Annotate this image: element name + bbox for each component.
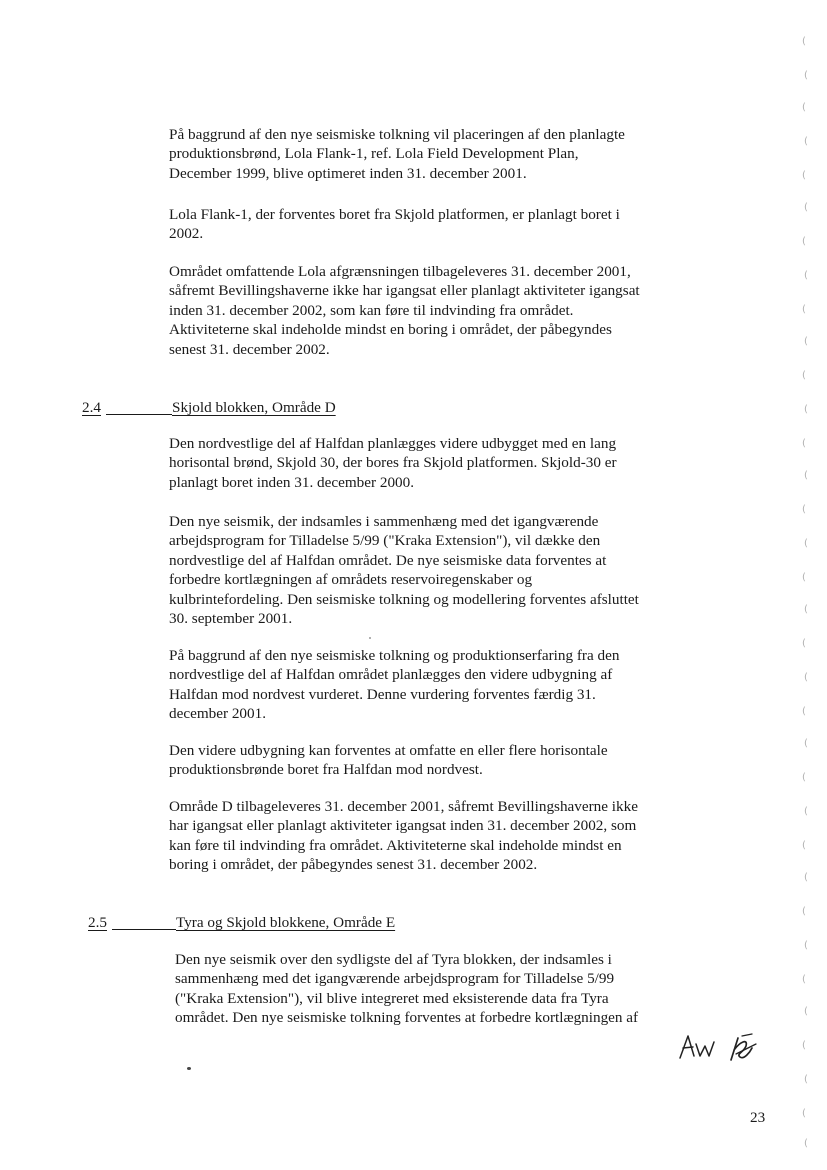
initials-signature-icon [676, 1030, 768, 1064]
section-2-4-title: Skjold blokken, Område D [172, 399, 336, 416]
section-2-4-heading-rule [106, 414, 172, 415]
handwritten-initials [676, 1030, 768, 1069]
intro-paragraph-3 [169, 262, 709, 359]
binding-margin-marks: ( ( ( ( ( ( ( ( ( ( ( ( ( ( ( ( ( ( ( ( ( ( ( ( ( ( ( ( ( ( ( ( ( ( [802, 36, 808, 1149]
text-line: horisontal brønd, Skjold 30, der bores fra Skjold platformen. Skjold-30 er [169, 454, 617, 472]
text-line: senest 31. december 2002. [169, 340, 330, 358]
section-2-4-paragraph-3 [169, 646, 709, 724]
text-line: har igangsat eller planlagt aktiviteter igangsat inden 31. december 2002, som [169, 817, 637, 835]
text-line: ("Kraka Extension"), vil blive integreret med eksisterende data fra Tyra [175, 989, 609, 1007]
text-line: planlagt boret inden 31. december 2000. [169, 473, 415, 491]
section-2-4-paragraph-2 [169, 512, 709, 628]
text-line: kan føre til indvinding fra området. Aktiviteterne skal indeholde mindst en [169, 836, 622, 854]
text-line: forbedre kortlægningen af områdets reservoiregenskaber og [169, 571, 533, 589]
text-line: Lola Flank-1, der forventes boret fra Skjold platformen, er planlagt boret i [169, 206, 620, 223]
text-line: boring i området, der påbegyndes senest 31. december 2002. [169, 856, 538, 874]
text-line: 30. september 2001. [169, 610, 293, 628]
scan-speck [187, 1067, 191, 1070]
section-2-5-title: Tyra og Skjold blokkene, Område E [176, 914, 396, 931]
text-line: December 1999, blive optimeret inden 31. december 2001. [169, 164, 527, 182]
intro-paragraph-1 [169, 125, 709, 183]
section-2-4-paragraph-1 [169, 434, 709, 492]
scan-speck [369, 637, 371, 639]
text-line: såfremt Bevillingshaverne ikke har igangsat eller planlagt aktiviteter igangsat [169, 282, 640, 300]
section-2-4-paragraph-4 [169, 741, 709, 780]
intro-paragraph-2 [169, 205, 709, 244]
text-line: Den nye seismik over den sydligste del af Tyra blokken, der indsamles i [175, 951, 612, 968]
text-line: På baggrund af den nye seismiske tolkning og produktionserfaring fra den [169, 647, 620, 664]
text-line: 2002. [169, 225, 204, 243]
section-2-4-paragraph-5 [169, 797, 709, 875]
section-2-5-paragraph-1 [175, 950, 715, 1028]
text-line: Aktiviteterne skal indeholde mindst en boring i området, der påbegyndes [169, 321, 612, 339]
text-line: Området omfattende Lola afgrænsningen tilbageleveres 31. december 2001, [169, 263, 631, 280]
text-line: Den nordvestlige del af Halfdan planlægges videre udbygget med en lang [169, 435, 617, 452]
text-line: december 2001. [169, 705, 266, 723]
text-line: produktionsbrønd, Lola Flank-1, ref. Lola Field Development Plan, [169, 145, 579, 163]
section-2-5-heading-rule [112, 929, 176, 930]
text-line: Halfdan mod nordvest vurderet. Denne vurdering forventes færdig 31. [169, 685, 596, 703]
text-line: arbejdsprogram for Tilladelse 5/99 ("Kraka Extension"), vil dække den [169, 532, 601, 550]
text-line: produktionsbrønde boret fra Halfdan mod nordvest. [169, 761, 483, 779]
text-line: kulbrintefordeling. Den seismiske tolkning og modellering forventes afsluttet [169, 590, 639, 608]
section-2-4-number: 2.4 [82, 399, 101, 416]
text-line: Den nye seismik, der indsamles i sammenhæng med det igangværende [169, 513, 599, 530]
text-line: sammenhæng med det igangværende arbejdsprogram for Tilladelse 5/99 [175, 970, 615, 988]
text-line: området. Den nye seismiske tolkning forventes at forbedre kortlægningen af [175, 1009, 639, 1027]
text-line: nordvestlige del af Halfdan området. De nye seismiske data forventes at [169, 551, 607, 569]
text-line: På baggrund af den nye seismiske tolkning vil placeringen af den planlagte [169, 126, 625, 143]
text-line: nordvestlige del af Halfdan området planlægges den videre udbygning af [169, 666, 613, 684]
page-number: 23 [750, 1109, 766, 1126]
section-2-5-number: 2.5 [88, 914, 107, 931]
text-line: Den videre udbygning kan forventes at omfatte en eller flere horisontale [169, 742, 608, 759]
text-line: inden 31. december 2002, som kan føre til indvinding fra området. [169, 301, 574, 319]
text-line: Område D tilbageleveres 31. december 2001, såfremt Bevillingshaverne ikke [169, 798, 638, 815]
